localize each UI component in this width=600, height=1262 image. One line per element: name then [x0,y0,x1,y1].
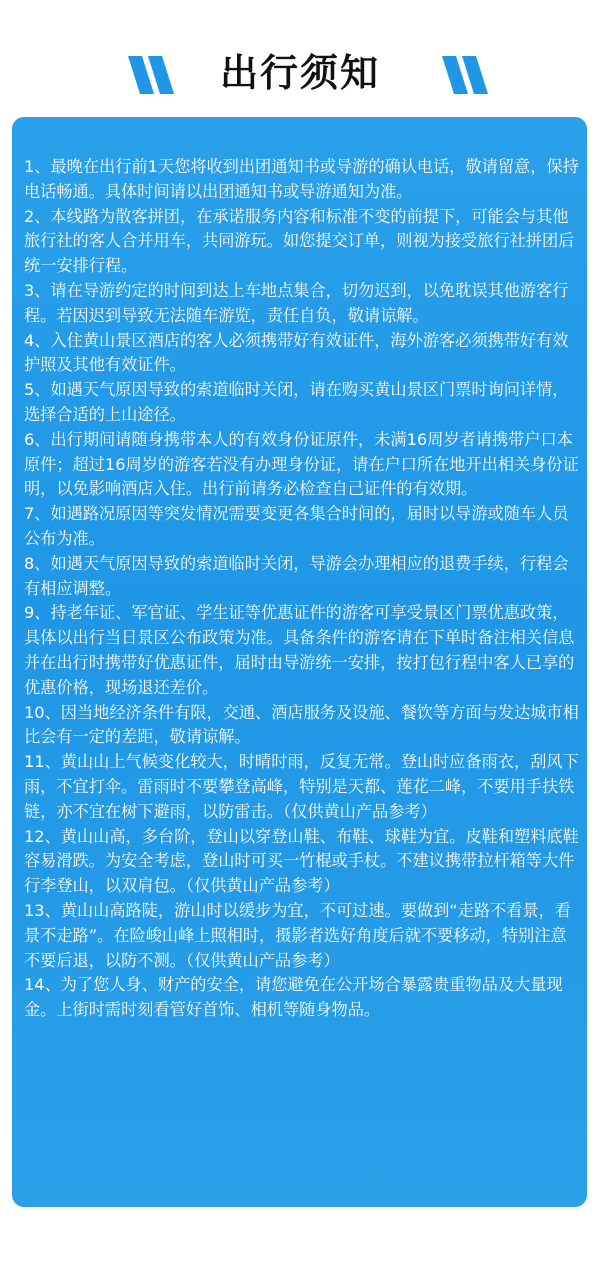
notice-panel [12,117,587,1207]
page-title: 出行须知 [219,51,380,95]
rule-item: 1、最晚在出行前1天您将收到出团通知书或导游的确认电话，敬请留意，保持电话畅通。具体时间请以出团通知书或导游通知为准。 [24,157,579,201]
rule-item: 10、因当地经济条件有限，交通、酒店服务及设施、餐饮等方面与发达城市相比会有一定的差距，敬请谅解。 [24,702,579,747]
rule-item: 8、如遇天气原因导致的索道临时关闭，导游会办理相应的退费手续，行程会有相应调整。 [24,553,569,598]
rule-item: 5、如遇天气原因导致的索道临时关闭，请在购买黄山景区门票时询问详情，选择合适的上山途径。 [24,380,569,424]
rule-item: 2、本线路为散客拼团，在承诺服务内容和标准不变的前提下，可能会与其他旅行社的客人合并用车，共同游玩。如您提交订单，则视为接受旅行社拼团后统一安排行程。 [24,206,575,276]
rule-item: 14、为了您人身、财产的安全，请您避免在公开场合暴露贵重物品及大量现金。上街时需时刻看管好首饰、相机等随身物品。 [24,975,563,1020]
rule-item: 13、黄山山高路陡，游山时以缓步为宜，不可过速。要做到“走路不看景，看景不走路”。在险峻山峰上照相时，摄影者选好角度后就不要移动，特别注意不要后退，以防不测。（仅供黄山产品参考） [24,900,571,970]
rule-item: 6、出行期间请随身携带本人的有效身份证原件，未满16周岁者请携带户口本原件；超过16周岁的游客若没有办理身份证，请在户口所在地开出相关身份证明，以免影响酒店入住。出行前请务必检查自己证件的有效期。 [24,429,579,499]
rule-item: 4、入住黄山景区酒店的客人必须携带好有效证件，海外游客必须携带好有效护照及其他有效证件。 [24,330,569,375]
double-slash-decoration-icon [438,52,496,98]
header [0,30,600,110]
rule-item: 11、黄山山上气候变化较大，时晴时雨，反复无常。登山时应备雨衣，刮风下雨，不宜打伞。雷雨时不要攀登高峰，特别是天都、莲花二峰，不要用手扶铁链，亦不宜在树下避雨，以防雷击。（仅供黄山产品参考） [24,752,579,821]
rules-list [24,155,580,1023]
rule-item: 7、如遇路况原因等突发情况需要变更各集合时间的，届时以导游或随车人员公布为准。 [24,504,569,548]
rule-item: 9、持老年证、军官证、学生证等优惠证件的游客可享受景区门票优惠政策，具体以出行当日景区公布政策为准。具备条件的游客请在下单时备注相关信息并在出行时携带好优惠证件，届时由导游统一安排，按打包行程中客人已享的优惠价格，现场退还差价。 [24,603,575,697]
rule-item: 12、黄山山高，多台阶，登山以穿登山鞋、布鞋、球鞋为宜。皮鞋和塑料底鞋容易滑跌。为安全考虑，登山时可买一竹棍或手杖。不建议携带拉杆箱等大件行李登山，以双肩包。（仅供黄山产品参考） [24,826,579,896]
rule-item: 3、请在导游约定的时间到达上车地点集合，切勿迟到，以免耽误其他游客行程。若因迟到导致无法随车游览，责任自负，敬请谅解。 [24,280,569,325]
